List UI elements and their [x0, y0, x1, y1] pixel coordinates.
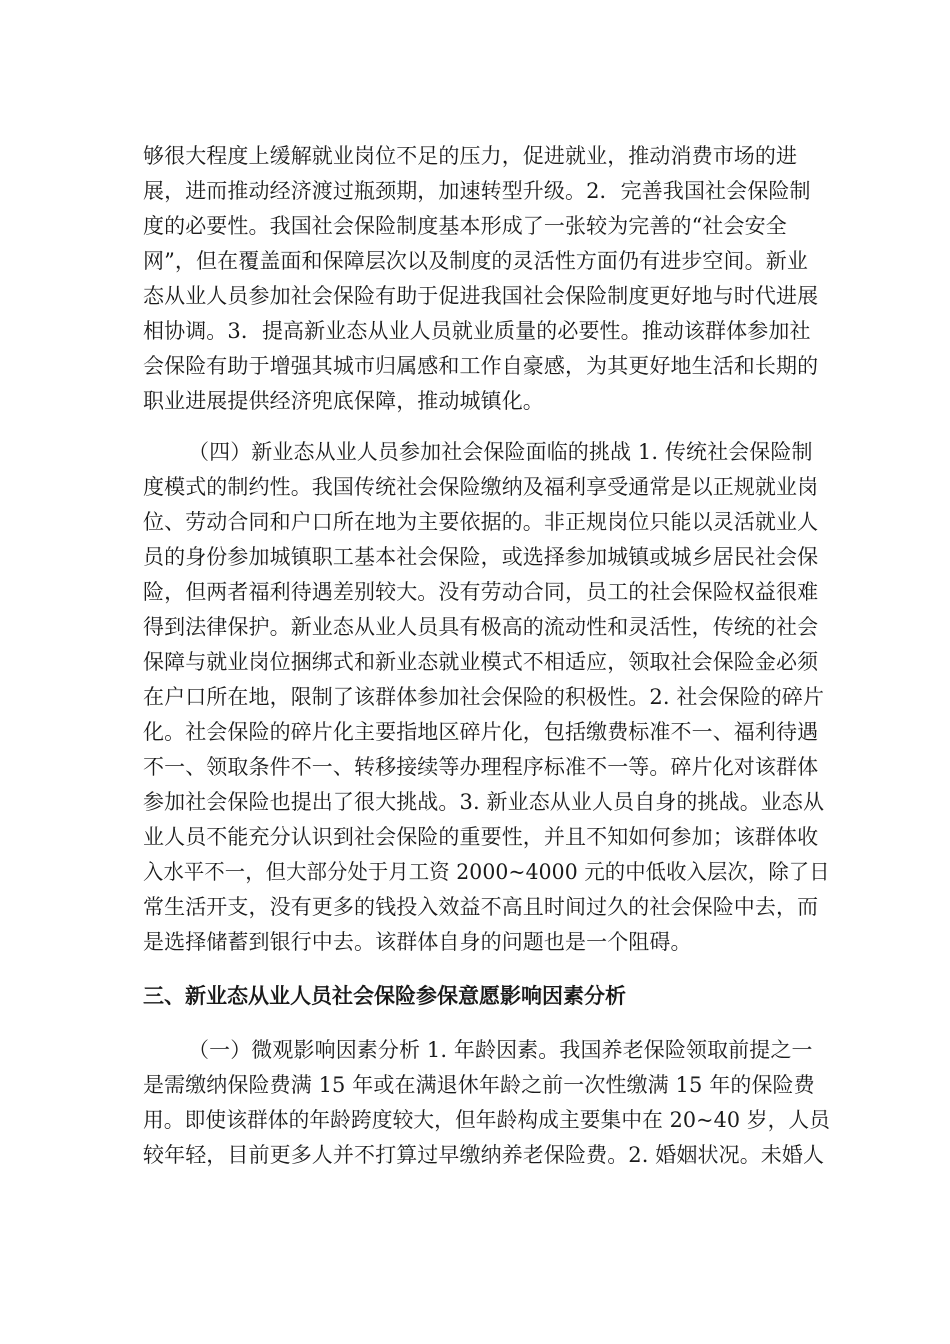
text-line: 保障与就业岗位捆绑式和新业态就业模式不相适应，领取社会保险金必须 [143, 650, 819, 674]
text-line: 职业进展提供经济兜底保障，推动城镇化。 [143, 389, 544, 413]
text-line: 展，进而推动经济渡过瓶颈期，加速转型升级。2．完善我国社会保险制 [143, 179, 811, 203]
text-line: （四）新业态从业人员参加社会保险面临的挑战 1. 传统社会保险制 [188, 440, 813, 464]
text-line: 用。即使该群体的年龄跨度较大，但年龄构成主要集中在 20~40 岁，人员 [143, 1108, 831, 1132]
text-line: 得到法律保护。新业态从业人员具有极高的流动性和灵活性，传统的社会 [143, 615, 819, 639]
text-line: 度的必要性。我国社会保险制度基本形成了一张较为完善的“社会安全 [143, 214, 787, 238]
text-line: 入水平不一，但大部分处于月工资 2000~4000 元的中低收入层次，除了日 [143, 860, 830, 884]
text-line: 会保险有助于增强其城市归属感和工作自豪感，为其更好地生活和长期的 [143, 354, 819, 378]
text-line: （一）微观影响因素分析 1. 年龄因素。我国养老保险领取前提之一 [188, 1038, 813, 1062]
text-line: 业人员不能充分认识到社会保险的重要性，并且不知如何参加；该群体收 [143, 825, 819, 849]
text-line: 员的身份参加城镇职工基本社会保险，或选择参加城镇或城乡居民社会保 [143, 545, 819, 569]
section-heading: 三、新业态从业人员社会保险参保意愿影响因素分析 [143, 984, 626, 1008]
text-line: 较年轻，目前更多人并不打算过早缴纳养老保险费。2. 婚姻状况。未婚人 [143, 1143, 825, 1167]
text-line: 是选择储蓄到银行中去。该群体自身的问题也是一个阻碍。 [143, 930, 692, 954]
text-line: 态从业人员参加社会保险有助于促进我国社会保险制度更好地与时代进展 [143, 284, 819, 308]
text-line: 参加社会保险也提出了很大挑战。3. 新业态从业人员自身的挑战。业态从 [143, 790, 825, 814]
text-line: 够很大程度上缓解就业岗位不足的压力，促进就业，推动消费市场的进 [143, 144, 798, 168]
text-line: 网”，但在覆盖面和保障层次以及制度的灵活性方面仍有进步空间。新业 [143, 249, 808, 273]
text-line: 化。社会保险的碎片化主要指地区碎片化，包括缴费标准不一、福利待遇 [143, 720, 819, 744]
text-line: 在户口所在地，限制了该群体参加社会保险的积极性。2. 社会保险的碎片 [143, 685, 825, 709]
text-line: 常生活开支，没有更多的钱投入效益不高且时间过久的社会保险中去，而 [143, 895, 819, 919]
text-line: 度模式的制约性。我国传统社会保险缴纳及福利享受通常是以正规就业岗 [143, 475, 819, 499]
text-line: 不一、领取条件不一、转移接续等办理程序标准不一等。碎片化对该群体 [143, 755, 819, 779]
text-line: 位、劳动合同和户口所在地为主要依据的。非正规岗位只能以灵活就业人 [143, 510, 819, 534]
text-line: 险，但两者福利待遇差别较大。没有劳动合同，员工的社会保险权益很难 [143, 580, 819, 604]
text-line: 相协调。3．提高新业态从业人员就业质量的必要性。推动该群体参加社 [143, 319, 811, 343]
text-line: 是需缴纳保险费满 15 年或在满退休年龄之前一次性缴满 15 年的保险费 [143, 1073, 815, 1097]
